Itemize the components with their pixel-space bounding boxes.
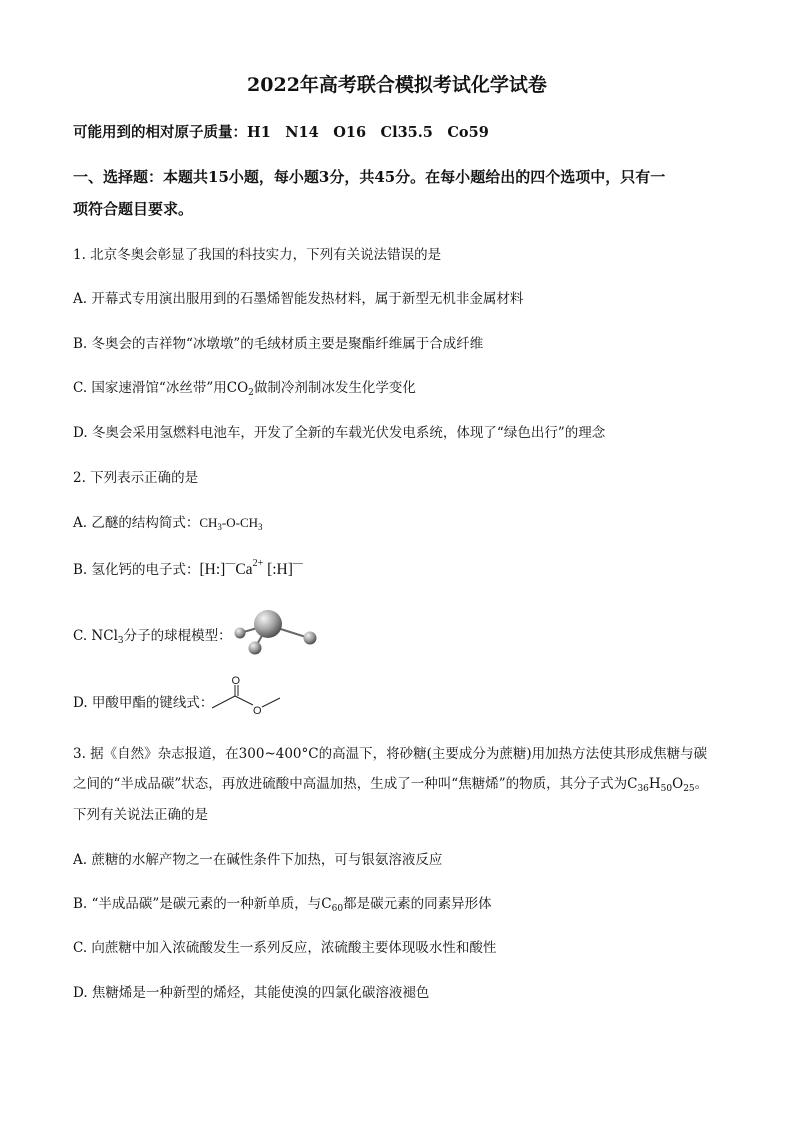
carbonyl-oxygen-label: O [231,675,241,687]
q1-option-d: D. 冬奥会采用氢燃料电池车，开发了全新的车载光伏发电系统，体现了“绿色出行”的理念 [73,425,606,441]
formula-part: -O-CH [221,515,259,530]
q2-option-a-label: A. 乙醚的结构简式： [73,515,200,531]
q3-option-d: D. 焦糖烯是一种新型的烯烃，其能使溴的四氯化碳溶液褪色 [73,985,430,1001]
formula-part: CH [199,515,218,530]
q2-option-c-subscript: 3 [117,636,124,646]
q3-stem-text-pre: 之间的“半成品碳”状态，再放进硫酸中高温加热，生成了一种叫“焦糖烯”的物质，其分子式为C [73,776,638,792]
atomic-masses: 可能用到的相对原子质量：H1 N14 O16 Cl35.5 Co59 [73,124,489,141]
q3-stem-line2 [73,772,708,794]
q3-option-c: C. 向蔗糖中加入浓硫酸发生一系列反应，浓硫酸主要体现吸水性和酸性 [73,940,497,956]
formula-part: [:H] [263,561,293,578]
q3-stem-line3: 下列有关说法正确的是 [73,807,208,823]
calcium-hydride-electron-formula [199,558,303,578]
q1-option-c-text-pre: C. 国家速滑馆“冰丝带”用CO [73,380,249,396]
formula-superscript: — [292,558,303,569]
q2-option-c-text-post: 分子的球棍模型： [123,628,232,644]
formula-part: [H:] [199,561,226,578]
q1-option-b: B. 冬奥会的吉祥物“冰墩墩”的毛绒材质主要是聚酯纤维属于合成纤维 [73,336,484,352]
formula-subscript: 3 [258,522,263,532]
q3-option-b-text-pre: B. “半成品碳”是碳元素的一种新单质，与C [73,896,332,912]
ncl3-ball-stick-model [230,606,325,658]
ester-oxygen-label: O [253,705,262,717]
formula-subscript: 3 [217,522,222,532]
formula-subscript: 25 [683,784,695,794]
q1-stem: 1. 北京冬奥会彰显了我国的科技实力，下列有关说法错误的是 [73,247,442,263]
q2-option-d: D. 甲酸甲酯的键线式： [73,695,214,711]
formula-part: O [672,776,684,792]
q3-option-b-subscript: 60 [331,904,344,914]
q1-option-c-text-post: 做制冷剂制冰发生化学变化 [253,380,416,396]
q2-option-b-label: B. 氢化钙的电子式： [73,562,200,578]
nitrogen-atom [254,610,282,638]
q1-option-c [73,376,416,398]
formula-superscript: 2+ [252,558,264,569]
q2-option-c-text-pre: C. NCl [73,628,118,644]
q2-option-c [73,624,232,646]
methyl-formate-skeletal-formula [208,674,288,722]
q3-stem-text-post: 。 [694,776,709,792]
q2-stem: 2. 下列表示正确的是 [73,470,199,486]
q2-option-b [73,558,303,579]
formula-subscript: 36 [637,784,649,794]
chlorine-atom [304,632,317,645]
chlorine-atom [249,642,262,655]
section-heading-line2: 项符合题目要求。 [73,200,194,218]
formula-superscript: — [225,558,236,569]
q1-option-c-subscript: 2 [248,388,254,398]
page-title: 2022年高考联合模拟考试化学试卷 [247,74,547,96]
q3-option-b [73,892,492,914]
formula-part: H [648,776,661,792]
section-heading-line1: 一、选择题：本题共15小题，每小题3分，共45分。在每小题给出的四个选项中，只有一 [73,168,666,186]
bond [235,696,253,705]
bond [212,696,235,708]
chlorine-atom [235,628,246,639]
q3-option-b-text-post: 都是碳元素的同素异形体 [343,896,492,912]
formula-part: Ca [235,561,253,578]
q2-option-a-formula [199,515,262,530]
q2-option-a [73,511,263,532]
q3-stem-line1: 3. 据《自然》杂志报道，在300~400°C的高温下，将砂糖(主要成分为蔗糖)用加热方法使其形成焦糖与碳 [73,746,708,762]
bond [262,698,280,707]
q1-option-a: A. 开幕式专用演出服用到的石墨烯智能发热材料，属于新型无机非金属材料 [73,291,524,307]
formula-subscript: 50 [660,784,673,794]
q3-option-a: A. 蔗糖的水解产物之一在碱性条件下加热，可与银氨溶液反应 [73,852,443,868]
